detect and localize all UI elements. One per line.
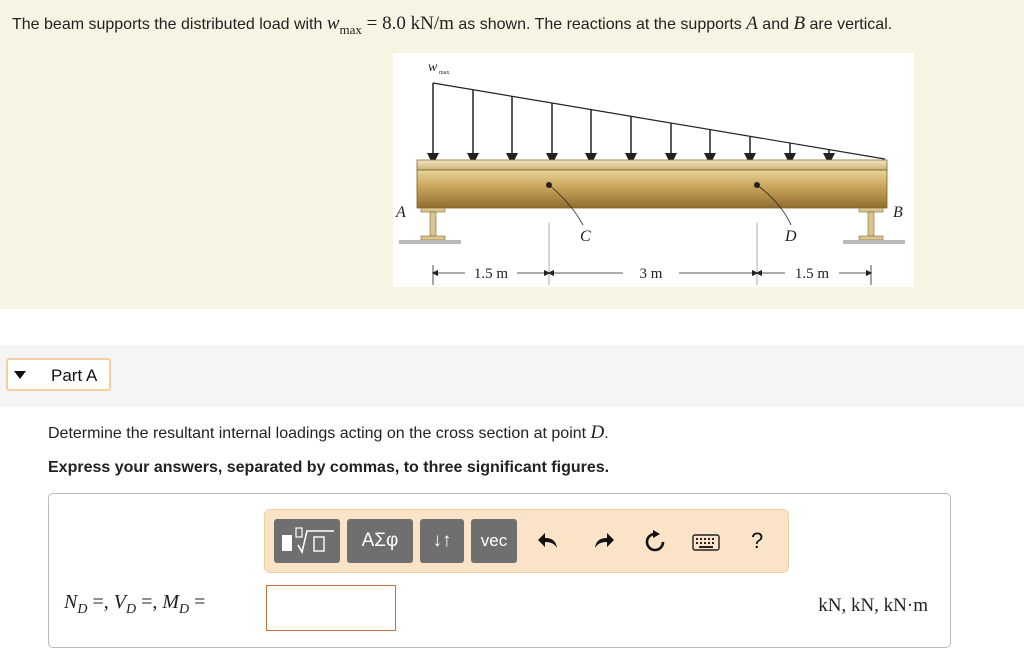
answer-box (48, 493, 951, 648)
beam-figure (393, 53, 914, 287)
support-a-symbol: A (746, 13, 758, 34)
subscript-superscript-button[interactable] (420, 519, 464, 563)
wmax-symbol: w (326, 13, 340, 34)
wmax-subscript: max (339, 21, 362, 37)
wmax-value: = 8.0 kN/m (361, 13, 454, 34)
templates-button[interactable] (274, 519, 340, 563)
part-label: Part A (51, 366, 98, 385)
units-label: kN, kN, kN·m (818, 595, 928, 616)
math-toolbar (264, 509, 789, 573)
question-end: . (604, 425, 609, 442)
question-text (48, 422, 609, 444)
caret-down-icon (14, 371, 26, 379)
label-d: D (785, 228, 797, 245)
eq-end: = (189, 591, 206, 613)
dimension-label-3: 1.5 m (794, 266, 830, 282)
statement-text: as shown. The reactions at the supports (453, 16, 747, 33)
dimension-label-2: 3 m (639, 266, 663, 282)
wmax-expression (326, 13, 454, 37)
reset-icon[interactable] (643, 530, 667, 559)
statement-text: and (757, 16, 794, 33)
help-button[interactable]: ? (751, 528, 764, 553)
instruction-text: Express your answers, separated by commas, to three significant figures. (48, 459, 610, 476)
redo-icon[interactable] (591, 530, 615, 557)
question-point-symbol: D (590, 422, 605, 443)
eq-sub: D (125, 602, 137, 617)
statement-text: The beam supports the distributed load with (12, 16, 327, 33)
problem-statement (12, 13, 892, 38)
answer-input[interactable] (266, 585, 396, 631)
dimension-label-1: 1.5 m (473, 266, 509, 282)
beam (417, 160, 887, 208)
question-body: Determine the resultant internal loadings acting on the cross section at point (48, 425, 591, 442)
keyboard-icon[interactable] (692, 534, 720, 557)
eq-m: M (162, 591, 180, 613)
label-a: A (396, 204, 406, 221)
greek-symbols-label: ΑΣφ (361, 530, 399, 551)
vector-label: vec (480, 531, 508, 550)
wmax-label-sub: max (439, 70, 450, 76)
support-b-symbol: B (793, 13, 806, 34)
vector-button[interactable] (471, 519, 517, 563)
answer-equation-label (64, 591, 205, 618)
part-a-toggle-button[interactable] (6, 358, 111, 391)
eq-sub: D (179, 602, 190, 617)
beam-diagram (393, 53, 914, 287)
eq-sep: =, (136, 591, 163, 613)
eq-sub: D (77, 602, 88, 617)
label-c: C (580, 228, 591, 245)
greek-symbols-button[interactable] (347, 519, 413, 563)
statement-text: are vertical. (805, 16, 893, 33)
eq-v: V (113, 591, 126, 613)
part-header (0, 345, 1024, 407)
eq-sep: =, (87, 591, 114, 613)
distributed-load (433, 83, 885, 159)
problem-statement-panel (0, 0, 1024, 309)
support-a (399, 208, 461, 244)
templates-icon (274, 519, 340, 563)
sort-label: ↓↑ (432, 530, 452, 551)
eq-n: N (64, 591, 78, 613)
undo-icon[interactable] (537, 530, 561, 557)
wmax-label: w (428, 60, 438, 75)
label-b: B (893, 204, 903, 221)
